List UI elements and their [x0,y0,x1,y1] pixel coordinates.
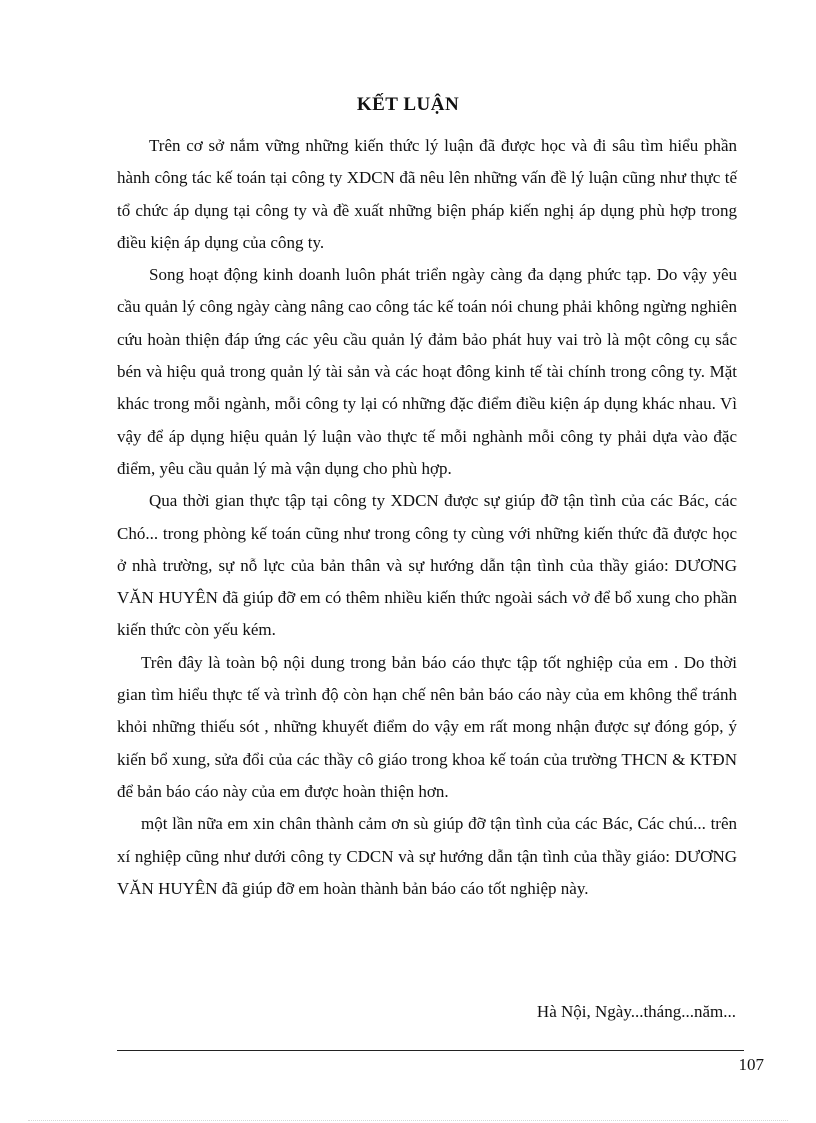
page-title: KẾT LUẬN [356,94,460,115]
page-number: 107 [738,1055,764,1074]
paragraph-2: Song hoạt động kinh doanh luôn phát triển ngày càng đa dạng phức tạp. Do vậy yêu cầu quản lý công ngày càng nâng cao công tác kế toán nói chung phải không ngừng nghiên cứu hoàn thiện đáp ứng các yêu cầu quản lý đảm bảo phát huy vai trò là một công cụ sắc bén và hiệu quả trong quản lý tài sản và các hoạt đông kinh tế tài chính trong công ty. Mặt khác trong mỗi ngành, mỗi công ty lại có những đặc điểm điều kiện áp dụng khác nhau. Vì vậy để áp dụng hiệu quản lý luận vào thực tế mỗi nghành mỗi công ty phải dựa vào đặc điểm, yêu cầu quản lý mà vận dụng cho phù hợp. [117,265,737,478]
paragraph-4: Trên đây là toàn bộ nội dung trong bản báo cáo thực tập tốt nghiệp của em . Do thời gian tìm hiểu thực tế và trình độ còn hạn chế nên bản báo cáo này của em không thể tránh khỏi những thiếu sót , những khuyết điểm do vậy em rất mong nhận được sự đóng góp, ý kiến bổ xung, sửa đổi của các thầy cô giáo trong khoa kế toán của trường THCN & KTĐN để bản báo cáo này của em được hoàn thiện hơn. [117,652,737,801]
page-edge-divider [28,1120,788,1121]
footer-divider [117,1050,744,1051]
signature-line: Hà Nội, Ngày...tháng...năm... [536,1002,736,1021]
paragraph-1: Trên cơ sở nắm vững những kiến thức lý luận đã được học và đi sâu tìm hiểu phần hành công tác kế toán tại công ty XDCN đã nêu lên những vấn đề lý luận cũng như thực tế tổ chức áp dụng tại công ty và đề xuất những biện pháp kiến nghị áp dụng phù hợp trong điều kiện áp dụng của công ty. [117,136,737,252]
body-text [117,130,737,905]
paragraph-5: một lần nữa em xin chân thành cảm ơn sù giúp đỡ tận tình của các Bác, Các chú... trên xí nghiệp cũng như dưới công ty CDCN và sự hướng dẫn tận tình của thầy giáo: DƯƠNG VĂN HUYÊN đã giúp đỡ em hoàn thành bản báo cáo tốt nghiệp này. [117,814,737,898]
paragraph-3: Qua thời gian thực tập tại công ty XDCN được sự giúp đỡ tận tình của các Bác, các Chó... trong phòng kế toán cũng như trong công ty cùng với những kiến thức đã được học ở nhà trường, sự nỗ lực của bản thân và sự hướng dẫn tận tình của thầy giáo: DƯƠNG VĂN HUYÊN đã giúp đỡ em có thêm nhiều kiến thức ngoài sách vở để bổ xung cho phần kiến thức còn yếu kém. [117,491,737,640]
